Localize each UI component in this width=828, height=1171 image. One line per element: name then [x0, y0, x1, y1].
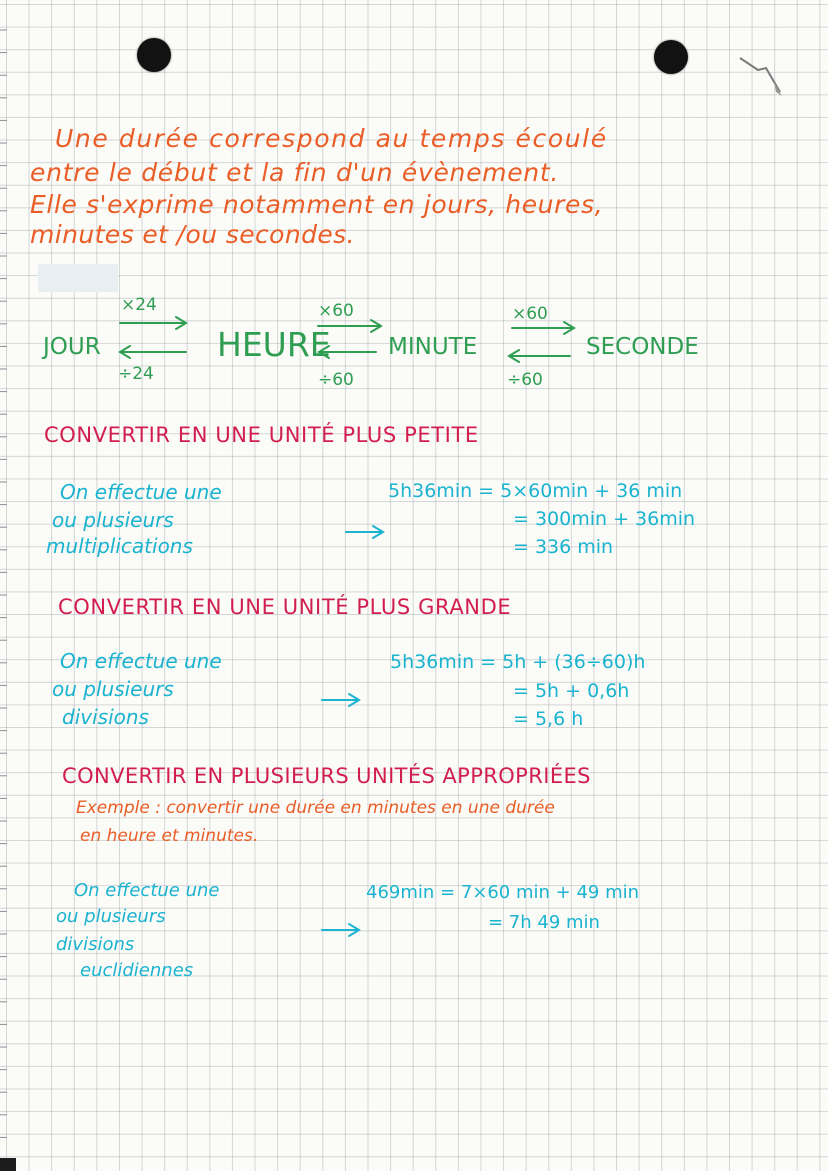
section2-calc-1: 5h36min = 5h + (36÷60)h: [390, 651, 646, 673]
section1-text-3: multiplications: [46, 534, 193, 558]
section2-text-3: divisions: [62, 705, 149, 729]
section3-text-3: divisions: [56, 934, 135, 955]
section1-text-2: ou plusieurs: [52, 508, 174, 532]
arrow-right-jour-heure: [120, 317, 186, 329]
section3-text-1: On effectue une: [74, 880, 220, 901]
factor-times-60-a: ×60: [318, 301, 354, 321]
section2-title: CONVERTIR EN UNE UNITÉ PLUS GRANDE: [58, 595, 512, 619]
factor-divide-60-b: ÷60: [507, 370, 543, 390]
arrow-left-heure-jour: [120, 346, 186, 358]
section3-example-2: en heure et minutes.: [80, 826, 259, 846]
unit-label-heure: HEURE: [217, 325, 331, 364]
factor-times-60-b: ×60: [512, 304, 548, 324]
section1-text-1: On effectue une: [60, 480, 222, 504]
section1-calc-1: 5h36min = 5×60min + 36 min: [388, 480, 683, 502]
page-corner-shadow: [0, 1158, 16, 1171]
section2-calc-2: = 5h + 0,6h: [513, 680, 630, 702]
section1-calc-2: = 300min + 36min: [513, 508, 696, 530]
arrow-left-seconde-minute: [509, 350, 570, 362]
section3-example-1: Exemple : convertir une durée en minutes en une durée: [76, 798, 555, 818]
factor-divide-60-a: ÷60: [318, 370, 354, 390]
unit-label-jour: JOUR: [43, 334, 101, 360]
section2-arrow: [318, 690, 366, 710]
section1-title: CONVERTIR EN UNE UNITÉ PLUS PETITE: [44, 423, 479, 447]
section3-arrow: [318, 920, 366, 940]
unit-label-minute: MINUTE: [388, 334, 478, 360]
section3-title: CONVERTIR EN PLUSIEURS UNITÉS APPROPRIÉES: [62, 764, 591, 788]
intro-line-1: Une durée correspond au temps écoulé: [55, 124, 608, 153]
section3-calc-1: 469min = 7×60 min + 49 min: [366, 882, 640, 903]
unit-label-seconde: SECONDE: [586, 334, 699, 360]
section3-calc-2: = 7h 49 min: [488, 912, 600, 933]
section2-text-1: On effectue une: [60, 649, 222, 673]
intro-line-4: minutes et /ou secondes.: [30, 220, 355, 249]
section2-text-2: ou plusieurs: [52, 677, 174, 701]
section2-calc-3: = 5,6 h: [513, 708, 584, 730]
arrow-right-minute-seconde: [512, 322, 574, 334]
arrow-left-minute-heure: [319, 346, 376, 358]
section3-text-4: euclidiennes: [80, 960, 194, 981]
unit-arrows: [0, 0, 828, 420]
factor-times-24: ×24: [121, 295, 157, 315]
intro-line-3: Elle s'exprime notamment en jours, heures,: [30, 190, 604, 219]
section1-arrow: [342, 522, 390, 542]
factor-divide-24: ÷24: [118, 364, 154, 384]
section3-text-2: ou plusieurs: [56, 906, 166, 927]
arrow-right-heure-minute: [318, 320, 381, 332]
intro-line-2: entre le début et la fin d'un évènement.: [30, 158, 559, 187]
section1-calc-3: = 336 min: [513, 536, 614, 558]
